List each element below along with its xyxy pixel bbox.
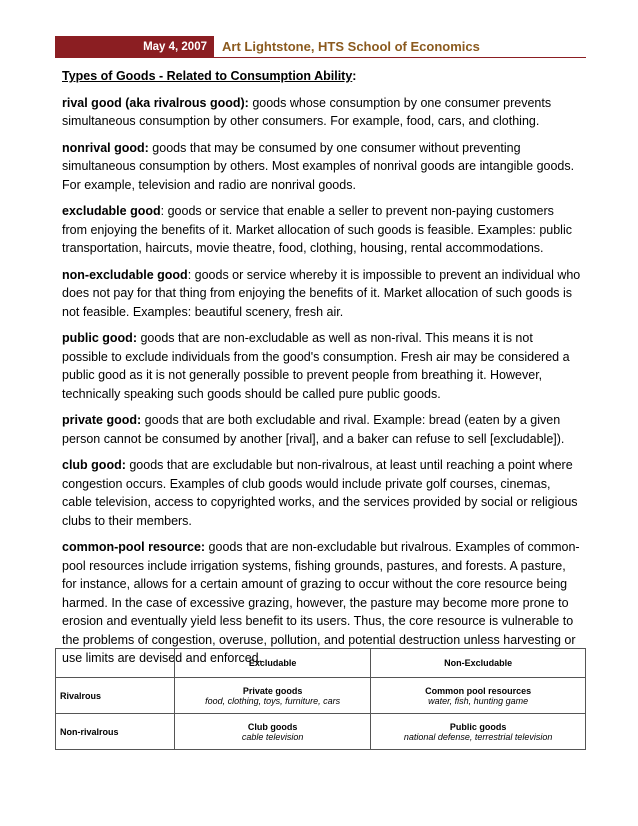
definition-term: club good: xyxy=(62,458,126,472)
definition-club-good xyxy=(62,456,582,530)
definition-non-excludable-good xyxy=(62,266,582,322)
cell-goods-examples: national defense, terrestrial television xyxy=(403,731,553,742)
definition-term: nonrival good: xyxy=(62,140,149,155)
cell-goods-name: Club goods xyxy=(247,721,298,732)
definition-text: : goods or service that enable a seller to prevent non-paying customers from enjoying the benefits of it. Market allocation of such goods is feasible. Examples: public transportation, haircuts, movie theatre, food, clothing, housing, rental accommodations. xyxy=(62,204,572,255)
cell-public-goods xyxy=(371,714,586,750)
row-label-non-rivalrous: Non-rivalrous xyxy=(56,714,175,750)
row-label-rivalrous: Rivalrous xyxy=(56,678,175,714)
definition-text: goods that may be consumed by one consumer without preventing simultaneous consumption by others. Most examples of nonrival goods are intangible goods. For example, television and radio are nonrival goods. xyxy=(62,140,575,192)
definition-text: goods that are non-excludable as well as non-rival. This means it is not possible to exclude individuals from the good's consumption. Fresh air may be considered a public good as it is not generally possible to prevent people from breathing it. However, technically speaking such goods should be called pure public goods. xyxy=(62,331,570,401)
table-header-row xyxy=(56,649,586,678)
definition-excludable-good xyxy=(62,202,582,258)
header-title-bar xyxy=(214,36,586,58)
header-date: May 4, 2007 xyxy=(55,36,214,58)
definition-text: : goods or service whereby it is impossible to prevent an individual who does not pay for that thing from enjoying the benefits of it. Market allocation of such goods is not feasible. Examples: beautiful scenery, fresh air. xyxy=(62,267,581,319)
cell-common-pool-resources xyxy=(371,678,586,714)
definition-text: goods that are non-excludable but rivalrous. Examples of common-pool resources include irrigation systems, fishing grounds, pastures, and forests. A pasture, for instance, allows for a certain amount of grazing to occur without the core resource being harmed. In the case of excessive grazing, however, the pasture may become more prone to erosion and eventually yield less benefit to its users. Thus, the core resource is vulnerable to the problems of congestion, overuse, pollution, and potential destruction unless harvesting or use limits are devised and enforced. xyxy=(62,540,580,665)
page-header xyxy=(55,36,586,58)
definition-term: non-excludable good xyxy=(62,267,188,282)
table-corner-cell xyxy=(56,649,175,678)
table-row xyxy=(56,714,586,750)
section-heading: Types of Goods - Related to Consumption Ability xyxy=(62,69,353,83)
definition-private-good xyxy=(62,411,582,448)
cell-club-goods xyxy=(175,714,371,750)
definition-term: public good: xyxy=(62,331,137,345)
cell-goods-name: Common pool resources xyxy=(425,685,532,696)
goods-classification-table xyxy=(55,648,586,750)
definition-rival-good xyxy=(62,94,582,131)
table-row xyxy=(56,678,586,714)
cell-goods-examples: cable television xyxy=(241,731,304,742)
document-body xyxy=(62,67,582,676)
cell-goods-name: Public goods xyxy=(449,721,507,732)
column-header-non-excludable: Non-Excludable xyxy=(371,649,586,678)
definition-term: excludable good xyxy=(62,204,161,218)
definition-term: private good: xyxy=(62,413,142,427)
definition-term: rival good (aka rivalrous good): xyxy=(62,95,249,110)
definition-text: goods that are excludable but non-rivalrous, at least until reaching a point where congestion occurs. Examples of club goods would include private golf courses, cinemas, cable television, access to copyrighted works, and the services provided by social or religious clubs to their members. xyxy=(62,458,578,528)
definition-public-good xyxy=(62,329,582,403)
section-heading-colon: : xyxy=(352,69,357,83)
cell-private-goods xyxy=(175,678,371,714)
column-header-excludable: Excludable xyxy=(175,649,371,678)
cell-goods-name: Private goods xyxy=(242,685,303,696)
cell-goods-examples: water, fish, hunting game xyxy=(428,695,529,706)
definition-text: goods that are both excludable and rival. Example: bread (eaten by a given person cannot be consumed by another [rival], and a baker can refuse to sell [excludable]). xyxy=(62,413,565,446)
section-heading-line xyxy=(62,67,582,86)
cell-goods-examples: food, clothing, toys, furniture, cars xyxy=(205,695,341,706)
definition-term: common-pool resource: xyxy=(62,540,206,554)
definition-text: goods whose consumption by one consumer prevents simultaneous consumption by other consumers. For example, food, cars, and clothing. xyxy=(62,95,552,128)
header-title: Art Lightstone, HTS School of Economics xyxy=(222,39,480,54)
definition-nonrival-good xyxy=(62,139,582,195)
